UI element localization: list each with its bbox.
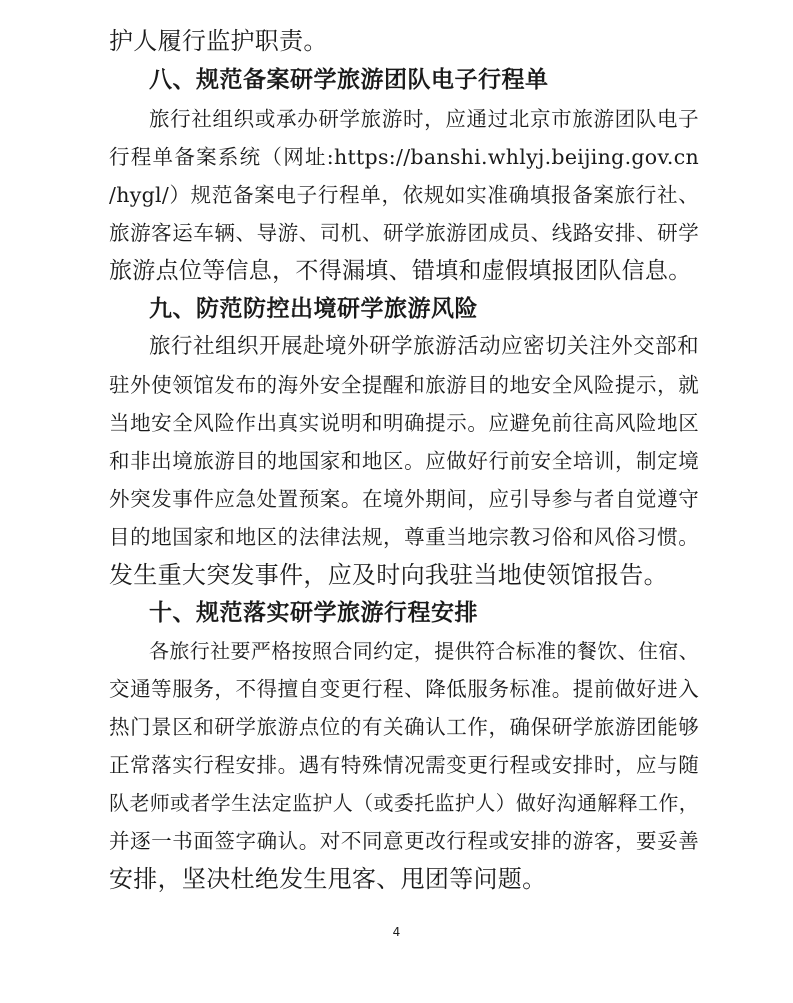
section-9-line-3: 当地安全风险作出真实说明和明确提示。应避免前往高风险地区	[109, 411, 699, 435]
section-9-line-6: 目的地国家和地区的法律法规，尊重当地宗教习俗和风俗习惯。	[109, 525, 699, 549]
section-9-line-5: 外突发事件应急处置预案。在境外期间，应引导参与者自觉遵守	[109, 487, 699, 511]
section-10-line-2: 交通等服务，不得擅自变更行程、降低服务标准。提前做好进入	[109, 677, 699, 701]
section-10-line-7: 安排，坚决杜绝发生甩客、甩团等问题。	[109, 865, 547, 893]
section-9-line-1: 旅行社组织开展赴境外研学旅游活动应密切关注外交部和	[149, 334, 699, 359]
section-10-line-6: 并逐一书面签字确认。对不同意更改行程或安排的游客，要妥善	[109, 829, 699, 853]
section-9-line-4: 和非出境旅游目的地国家和地区。应做好行前安全培训，制定境	[109, 449, 699, 473]
page-number: 4	[392, 925, 401, 939]
section-9-line-7: 发生重大突发事件，应及时向我驻当地使领馆报告。	[109, 561, 668, 589]
section-heading-8: 八、规范备案研学旅游团队电子行程单	[149, 67, 549, 93]
section-8-line-2: 行程单备案系统（网址:https://banshi.whlyj.beijing.gov.cn	[109, 145, 699, 169]
section-heading-9: 九、防范防控出境研学旅游风险	[149, 296, 478, 322]
section-8-line-3: /hygl/）规范备案电子行程单，依规如实准确填报备案旅行社、	[109, 183, 699, 207]
paragraph-continuation-line: 护人履行监护职责。	[109, 27, 328, 55]
section-8-line-4: 旅游客运车辆、导游、司机、研学旅游团成员、线路安排、研学	[109, 221, 699, 245]
section-10-line-1: 各旅行社要严格按照合同约定，提供符合标准的餐饮、住宿、	[149, 639, 699, 663]
section-10-line-4: 正常落实行程安排。遇有特殊情况需变更行程或安排时，应与随	[109, 753, 699, 777]
section-10-line-5: 队老师或者学生法定监护人（或委托监护人）做好沟通解释工作，	[109, 791, 699, 815]
section-9-line-2: 驻外使领馆发布的海外安全提醒和旅游目的地安全风险提示，就	[109, 373, 699, 397]
section-10-line-3: 热门景区和研学旅游点位的有关确认工作，确保研学旅游团能够	[109, 715, 699, 739]
section-8-line-5: 旅游点位等信息，不得漏填、错填和虚假填报团队信息。	[109, 258, 692, 284]
section-heading-10: 十、规范落实研学旅游行程安排	[149, 600, 478, 626]
section-8-line-1: 旅行社组织或承办研学旅游时，应通过北京市旅游团队电子	[149, 107, 699, 131]
